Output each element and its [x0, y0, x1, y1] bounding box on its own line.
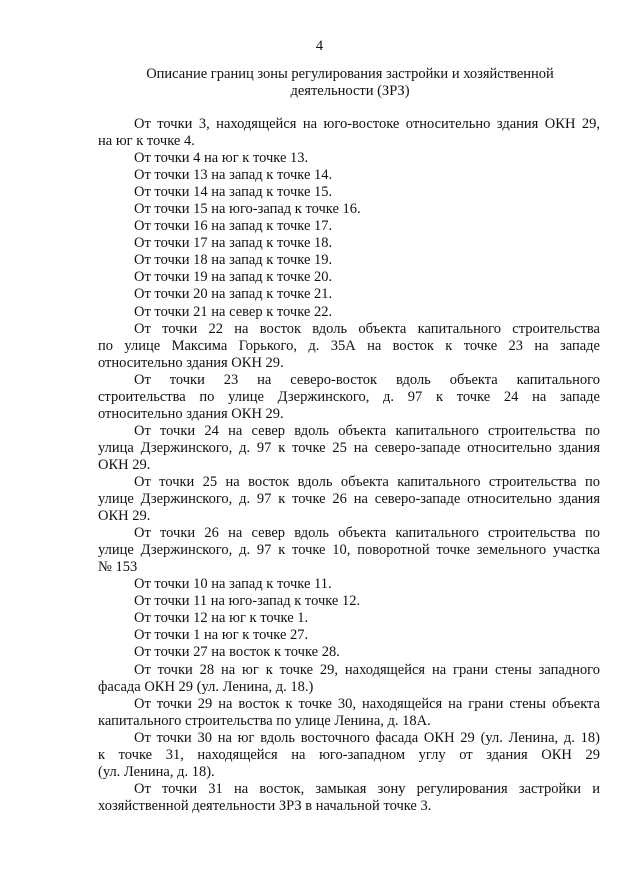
paragraph	[98, 321, 600, 372]
paragraph-line: От точки 25 на восток вдоль объекта капитального строительства по	[134, 473, 600, 490]
paragraph-line: улица Дзержинского, д. 97 к точке 25 на северо-западе относительно здания	[98, 439, 600, 456]
paragraph-line: хозяйственной деятельности ЗРЗ в начальной точке 3.	[98, 797, 432, 814]
paragraph-line: От точки 17 на запад к точке 18.	[134, 235, 333, 252]
paragraph-line: От точки 26 на север вдоль объекта капитального строительства по	[134, 525, 600, 542]
paragraph-line: От точки 20 на запад к точке 21.	[134, 286, 333, 303]
paragraph-line: к точке 31, находящейся на юго-западном углу от здания ОКН 29	[98, 746, 600, 763]
paragraph-line: От точки 22 на восток вдоль объекта капитального строительства	[134, 320, 600, 337]
paragraph	[98, 116, 600, 150]
paragraph-line: От точки 15 на юго-запад к точке 16.	[134, 201, 361, 218]
paragraph-line: От точки 3, находящейся на юго-востоке относительно здания ОКН 29,	[134, 116, 600, 132]
paragraph	[98, 218, 600, 235]
paragraph	[98, 593, 600, 610]
paragraph	[98, 576, 600, 593]
paragraph-line: От точки 16 на запад к точке 17.	[134, 218, 333, 235]
paragraph-line: по улице Максима Горького, д. 35А на восток к точке 23 на западе	[98, 337, 600, 354]
paragraph-line: капитального строительства по улице Ленина, д. 18А.	[98, 712, 431, 729]
paragraph	[98, 474, 600, 525]
paragraph	[98, 610, 600, 627]
paragraph	[98, 525, 600, 576]
paragraph-line: относительно здания ОКН 29.	[98, 405, 284, 422]
paragraph-line: От точки 27 на восток к точке 28.	[134, 644, 340, 661]
paragraph-line: строительства по улице Дзержинского, д. 97 к точке 24 на западе	[98, 388, 600, 405]
paragraph	[98, 184, 600, 201]
paragraph-line: улице Дзержинского, д. 97 к точке 10, поворотной точке земельного участка	[98, 542, 600, 559]
paragraph	[98, 304, 600, 321]
paragraph-line: От точки 19 на запад к точке 20.	[134, 269, 333, 286]
paragraph	[98, 627, 600, 644]
paragraph-line: От точки 13 на запад к точке 14.	[134, 167, 333, 184]
paragraph	[98, 235, 600, 252]
paragraph-line: ОКН 29.	[98, 456, 151, 473]
paragraph-line: От точки 30 на юг вдоль восточного фасада ОКН 29 (ул. Ленина, д. 18)	[134, 729, 600, 746]
paragraph	[98, 252, 600, 269]
paragraph-line: ОКН 29.	[98, 508, 151, 525]
paragraph	[98, 644, 600, 661]
paragraph-line: относительно здания ОКН 29.	[98, 354, 284, 371]
paragraph-line: От точки 24 на север вдоль объекта капитального строительства по	[134, 422, 600, 439]
paragraph	[98, 150, 600, 167]
paragraph	[98, 167, 600, 184]
paragraph-line: фасада ОКН 29 (ул. Ленина, д. 18.)	[98, 678, 314, 695]
paragraph-line: От точки 28 на юг к точке 29, находящейся на грани стены западного	[134, 661, 600, 678]
paragraph-line: на юг к точке 4.	[98, 133, 195, 150]
paragraph	[98, 781, 600, 815]
paragraph-line: От точки 10 на запад к точке 11.	[134, 576, 332, 593]
paragraph-line: От точки 23 на северо-восток вдоль объекта капитального	[134, 371, 600, 388]
paragraph	[98, 730, 600, 781]
paragraph-line: От точки 14 на запад к точке 15.	[134, 184, 333, 201]
paragraph	[98, 201, 600, 218]
paragraph-line: От точки 31 на восток, замыкая зону регулирования застройки и	[134, 780, 600, 797]
paragraph-line: улице Дзержинского, д. 97 к точке 26 на северо-западе относительно здания	[98, 491, 600, 508]
paragraph	[98, 696, 600, 730]
document-body	[98, 116, 600, 815]
paragraph	[98, 423, 600, 474]
paragraph	[98, 372, 600, 423]
paragraph	[98, 269, 600, 286]
paragraph-line: № 153	[98, 559, 138, 576]
paragraph-line: (ул. Ленина, д. 18).	[98, 763, 215, 780]
paragraph-line: От точки 4 на юг к точке 13.	[134, 150, 309, 167]
paragraph-line: От точки 21 на север к точке 22.	[134, 303, 333, 320]
page-number: 4	[315, 38, 324, 54]
paragraph	[98, 662, 600, 696]
paragraph	[98, 286, 600, 303]
document-title	[100, 66, 600, 100]
title-line-2: деятельности (ЗРЗ)	[290, 83, 410, 99]
paragraph-line: От точки 18 на запад к точке 19.	[134, 252, 333, 269]
paragraph-line: От точки 29 на восток к точке 30, находящейся на грани стены объекта	[134, 695, 600, 712]
title-line-1: Описание границ зоны регулирования застройки и хозяйственной	[146, 66, 554, 82]
paragraph-line: От точки 11 на юго-запад к точке 12.	[134, 593, 361, 610]
paragraph-line: От точки 1 на юг к точке 27.	[134, 627, 309, 644]
paragraph-line: От точки 12 на юг к точке 1.	[134, 610, 309, 627]
